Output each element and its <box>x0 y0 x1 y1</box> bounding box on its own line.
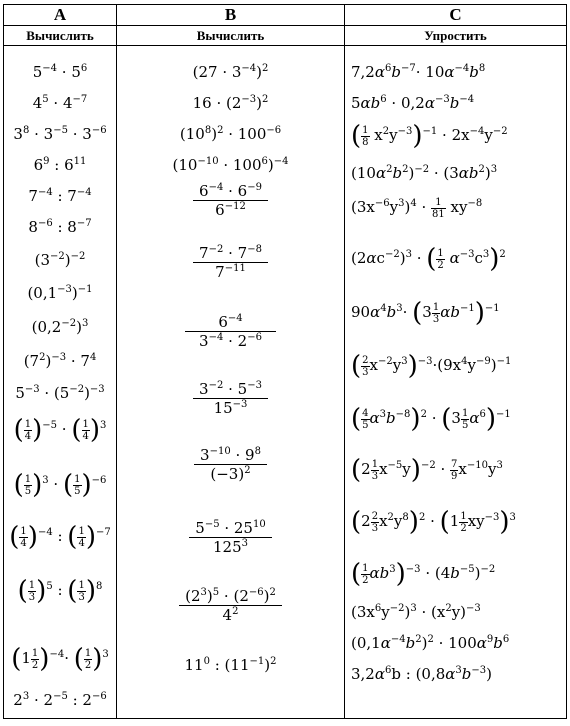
exercise-b5: $\frac{6^{-4} \cdot 6^{-9}}{6^{-12}}$ <box>117 182 344 219</box>
exercise-b12: $11^0$ : $(11^{-1})^2$ <box>184 656 277 674</box>
exercise-c10: (2 $\frac{1}{3}$ $x^{-5}y)^{-2}$ · $\frac{7}{9}$ $x^{-10}y^3$ <box>351 455 503 485</box>
exercise-a11: $5^{-3} \cdot (5^{-2})^{-3}$ <box>15 384 105 402</box>
exercise-a17: $2^3 \cdot 2^{-5}$ : $2^{-6}$ <box>13 691 107 709</box>
column-b-exercises <box>117 46 345 719</box>
exercise-c1: $7,2\alpha^6b^{-7}\cdot 10\alpha^{-4}b^8$ <box>351 63 486 81</box>
exercise-a14: ( $\frac{1}{4}$ )$^{-4}$ : ( $\frac{1}{4}$ )$^{-7}$ <box>9 522 111 552</box>
exercise-c8: ( $\frac{2}{3}$ $x^{-2}y^3)^{-3}\cdot(9x^4y^{-9})^{-1}$ <box>351 351 512 381</box>
exercise-c7: $90\alpha^4b^3\cdot (3$ $\frac{1}{3}$ $\alpha b^{-1})^{-1}$ <box>351 298 500 328</box>
exercise-b11: $\frac{(2^3)^5 \cdot (2^{-6})^2}{4^2}$ <box>117 587 344 624</box>
exercise-a6: $8^{-6}$ : $8^{-7}$ <box>28 218 92 236</box>
column-a-letter: A <box>4 5 117 26</box>
exercise-c9: ( $\frac{4}{5}$ $\alpha^3b^{-8})^2 \cdot (3$ $\frac{1}{5}$ $\alpha^6)^{-1}$ <box>351 404 511 434</box>
exercise-a9: $(0,2^{-2})^3$ <box>31 318 89 336</box>
exercise-a3: $3^8 \cdot 3^{-5} \cdot 3^{-6}$ <box>13 125 107 143</box>
exercise-a2: $4^5 \cdot 4^{-7}$ <box>32 94 88 112</box>
exercise-c12: ( $\frac{1}{2}$ $\alpha b^3)^{-3} \cdot (4b^{-5})^{-2}$ <box>351 559 496 589</box>
exercise-a16: (1 $\frac{1}{2}$ )$^{-4}$· ( $\frac{1}{2}$ )$^3$ <box>11 644 109 674</box>
exercise-b2: $16 \cdot (2^{-3})^2$ <box>192 94 269 112</box>
exercise-c13: $(3x^6y^{-2})^3 \cdot (x^2y)^{-3}$ <box>351 603 481 621</box>
exercise-a15: ( $\frac{1}{3}$ )$^5$ : ( $\frac{1}{3}$ )$^8$ <box>17 576 103 606</box>
exercise-body-row <box>4 46 567 719</box>
exercise-b3: $(10^8)^2 \cdot 100^{-6}$ <box>179 125 282 143</box>
exercise-table <box>3 4 567 719</box>
exercise-a13: ( $\frac{1}{5}$ )$^3$ · ( $\frac{1}{5}$ )$^{-6}$ <box>13 470 107 500</box>
exercise-b8: $\frac{3^{-2} \cdot 5^{-3}}{15^{-3}}$ <box>117 380 344 417</box>
column-b-task: Вычислить <box>117 26 345 46</box>
column-b-letter: B <box>117 5 345 26</box>
exercise-b1: $(27 \cdot 3^{-4})^2$ <box>192 63 269 81</box>
exercise-a10: $(7^2)^{-3} \cdot 7^4$ <box>23 352 97 370</box>
exercise-a7: $(3^{-2})^{-2}$ <box>34 251 86 269</box>
exercise-a1: $5^{-4} \cdot 5^6$ <box>32 63 88 81</box>
exercise-c15: $3,2\alpha^6b$ : $(0,8\alpha^3b^{-3})$ <box>351 665 493 683</box>
exercise-c14: $(0,1\alpha^{-4}b^2)^2 \cdot 100\alpha^9b^6$ <box>351 634 510 652</box>
column-c-exercises <box>345 46 567 719</box>
exercise-c2: $5\alpha b^6 \cdot 0,2\alpha^{-3}b^{-4}$ <box>351 94 475 112</box>
exercise-b6: $\frac{7^{-2} \cdot 7^{-8}}{7^{-11}}$ <box>117 244 344 281</box>
exercise-b9: $\frac{3^{-10} \cdot 9^8}{(-3)^2}$ <box>117 446 344 483</box>
exercise-c6: $(2\alpha c^{-2})^3$ · ( $\frac{1}{2}$ $\alpha^{-3}c^3)^2$ <box>351 244 506 274</box>
column-c-task: Упростить <box>345 26 567 46</box>
column-a-exercises <box>4 46 117 719</box>
column-c-letter: C <box>345 5 567 26</box>
exercise-a5: $7^{-4}$ : $7^{-4}$ <box>28 187 92 205</box>
header-letters-row <box>4 5 567 26</box>
header-tasks-row <box>4 26 567 46</box>
exercise-b10: $\frac{5^{-5} \cdot 25^{10}}{125^3}$ <box>117 519 344 556</box>
exercise-c11: (2 $\frac{2}{3}$ $x^2y^8)^2 \cdot (1$ $\frac{1}{2}$ $xy^{-3})^3$ <box>351 507 516 537</box>
exercise-a12: ( $\frac{1}{4}$ )$^{-5}$ · ( $\frac{1}{4}$ )$^3$ <box>13 415 107 445</box>
exercise-c4: $(10\alpha^2b^2)^{-2} \cdot (3\alpha b^2)^3$ <box>351 164 498 182</box>
exercise-c3: ( $\frac{1}{8}$ $x^2y^{-3})^{-1} \cdot 2x^{-4}y^{-2}$ <box>351 121 508 151</box>
exercise-c5: $(3x^{-6}y^3)^4$ · $\frac{1}{81}$ $xy^{-8}$ <box>351 196 483 220</box>
column-a-task: Вычислить <box>4 26 117 46</box>
exercise-a4: $6^9$ : $6^{11}$ <box>33 156 87 174</box>
exercise-b7: $\frac{6^{-4}}{3^{-4} \cdot 2^{-6}}$ <box>117 313 344 350</box>
exercise-b4: $(10^{-10} \cdot 100^6)^{-4}$ <box>172 156 289 174</box>
exercise-a8: $(0,1^{-3})^{-1}$ <box>27 284 93 302</box>
